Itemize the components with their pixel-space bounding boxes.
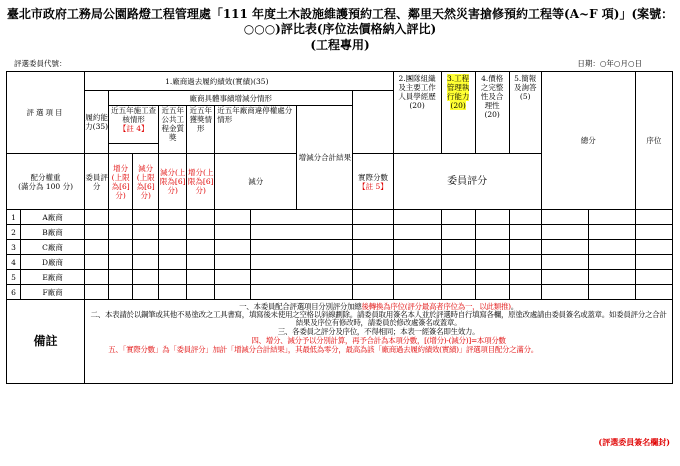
deduct-score-3: 減分 [215,154,297,210]
score-cell[interactable] [133,270,159,285]
score-cell[interactable] [109,210,133,225]
reviewer-signature-label: (評選委員簽名欄封) [598,437,670,447]
score-cell[interactable] [353,210,393,225]
score-cell[interactable] [187,270,215,285]
row-number: 6 [7,285,21,300]
score-cell[interactable] [588,225,635,240]
score-cell[interactable] [133,225,159,240]
score-cell[interactable] [187,240,215,255]
weight-header: 配分權重 (滿分為 100 分) [7,154,85,210]
score-cell[interactable] [159,210,187,225]
actual-score-header: 實際分數 【註 5】 [353,154,393,210]
score-cell[interactable] [85,210,109,225]
violation-col-header: 近五年廠商違停權處分情形 [215,106,297,154]
note-5: 五、「實際分數」為「委員評分」加計「增減分合計結果」，其最低為零分，最高為該「廠商過去履約績效(實績)」評選項目配分之滿分。 [108,345,538,354]
score-cell[interactable] [393,210,441,225]
score-cell[interactable] [441,225,475,240]
score-cell[interactable] [215,285,251,300]
score-cell[interactable] [159,255,187,270]
score-cell[interactable] [441,285,475,300]
score-cell[interactable] [393,270,441,285]
score-cell[interactable] [393,255,441,270]
score-cell[interactable] [353,240,393,255]
table-row [7,255,673,270]
score-cell[interactable] [475,255,509,270]
score-cell[interactable] [393,285,441,300]
score-cell[interactable] [187,285,215,300]
score-cell[interactable] [109,255,133,270]
score-cell[interactable] [393,240,441,255]
score-cell[interactable] [475,240,509,255]
score-cell[interactable] [251,285,353,300]
gold-award-col-header: 近五年公共工程金質獎 [159,106,187,154]
score-cell[interactable] [353,270,393,285]
add-score-2: 增分(上限為[6]分) [187,154,215,210]
score-cell[interactable] [85,225,109,240]
score-cell[interactable] [635,270,672,285]
score-cell[interactable] [588,210,635,225]
score-cell[interactable] [635,210,672,225]
past-performance-header: 1.廠商過去履約績效(實績)(35) [85,72,393,91]
score-cell[interactable] [588,270,635,285]
performance-capacity-header: 履約能力(35) [85,91,109,154]
score-cell[interactable] [509,270,541,285]
score-cell[interactable] [635,285,672,300]
score-cell[interactable] [133,210,159,225]
score-cell[interactable] [215,240,251,255]
table-row [7,225,673,240]
score-cell[interactable] [251,240,353,255]
add-score-1: 增分(上限為[6]分) [109,154,133,210]
note-2: 二、本表請於以鋼筆或其他不易塗改之工具書寫，填寫後未使用之空格以斜線劃除。請委員取用簽名本人並於評選時自行填寫各欄，原塗改處請由委員簽名或蓋章。如委員評分之合計結果及序位有修改時，請委員於修改處簽名或蓋章。 [90,310,667,327]
score-cell[interactable] [251,225,353,240]
score-cell[interactable] [109,240,133,255]
vendor-name: F廠商 [21,285,85,300]
score-cell[interactable] [509,255,541,270]
score-cell[interactable] [635,225,672,240]
reviewer-id-label: 評選委員代號： [14,59,67,68]
score-cell[interactable] [133,255,159,270]
committee-score-col: 委員評分 [85,154,109,210]
score-cell[interactable] [251,210,353,225]
total-score-header: 總分 [541,72,635,210]
table-row [7,240,673,255]
score-cell[interactable] [109,225,133,240]
score-cell[interactable] [541,255,588,270]
construction-management-header: 3.工程管理執行能力(20) [441,72,475,154]
score-cell[interactable] [159,225,187,240]
vendor-name: D廠商 [21,255,85,270]
score-cell[interactable] [541,210,588,225]
score-cell[interactable] [541,240,588,255]
score-cell[interactable] [509,240,541,255]
score-cell[interactable] [109,270,133,285]
awards-col-header: 近五年獲獎情形 [187,106,215,154]
row-number: 1 [7,210,21,225]
score-cell[interactable] [588,285,635,300]
adjustment-total-header: 增減分合計結果 [297,106,353,210]
spacer-cell [353,91,393,154]
inspection-col-header: 近五年施工查核情形 【註 4】 [109,106,159,144]
score-cell[interactable] [475,270,509,285]
title-line-1: 臺北市政府工務局公園路燈工程管理處「111 年度土木設施維護預約工程、鄰里天然災害搶修預約工程等(A~F 項)」(案號： [6,7,674,21]
blank-cell [109,144,159,154]
table-row [7,285,673,300]
score-cell[interactable] [159,270,187,285]
evaluation-table [6,71,673,384]
score-cell[interactable] [251,270,353,285]
table-row [7,270,673,285]
specific-record-header: 廠商具體事績增減分情形 [109,91,353,106]
vendor-name: A廠商 [21,210,85,225]
note-1: 一、本委員配合評選項目分別評分加總後轉換為序位(評分最高者序位為一，以此類推)。 [239,302,518,311]
score-cell[interactable] [541,225,588,240]
score-cell[interactable] [635,255,672,270]
score-cell[interactable] [133,240,159,255]
score-cell[interactable] [588,255,635,270]
title-line-2: ○○○)評比表(序位法價格納入評比) [243,22,437,36]
score-cell[interactable] [85,240,109,255]
score-cell[interactable] [109,285,133,300]
row-number: 2 [7,225,21,240]
briefing-qa-header: 5.簡報及詢答(5) [509,72,541,154]
deduct-score-2: 減分(上限為[6]分) [159,154,187,210]
score-cell[interactable] [509,225,541,240]
row-number: 5 [7,270,21,285]
score-cell[interactable] [187,210,215,225]
note-4: 四、增分、減分予以分別計算，再予合計為本項分數，[(增分)-(減分)]=本項分數 [251,336,506,345]
notes-content [85,300,673,384]
score-cell[interactable] [541,270,588,285]
score-cell[interactable] [85,270,109,285]
score-cell[interactable] [588,240,635,255]
score-cell[interactable] [159,285,187,300]
deduct-score-1: 減分(上限為[6]分) [133,154,159,210]
score-cell[interactable] [251,255,353,270]
vendor-name: B廠商 [21,225,85,240]
score-cell[interactable] [393,225,441,240]
score-cell[interactable] [475,210,509,225]
rank-header: 序位 [635,72,672,210]
title-line-3: (工程專用) [310,38,370,52]
score-cell[interactable] [541,285,588,300]
date-label: 日期：○年○月○日 [577,59,642,68]
score-cell[interactable] [353,225,393,240]
score-cell[interactable] [133,285,159,300]
score-cell[interactable] [187,225,215,240]
score-cell[interactable] [635,240,672,255]
score-cell[interactable] [441,240,475,255]
score-cell[interactable] [215,210,251,225]
table-row [7,210,673,225]
row-number: 4 [7,255,21,270]
score-cell[interactable] [475,225,509,240]
score-cell[interactable] [509,210,541,225]
score-cell[interactable] [353,255,393,270]
score-cell[interactable] [441,210,475,225]
score-cell[interactable] [441,270,475,285]
score-cell[interactable] [215,255,251,270]
notes-label: 備註 [7,300,85,384]
score-cell[interactable] [215,225,251,240]
score-cell[interactable] [215,270,251,285]
score-cell[interactable] [475,285,509,300]
note-3: 三、各委員之評分及序位，不得相同；本表一經簽名即生效力。 [277,327,480,336]
evaluation-item-header: 評選項目 [7,72,85,154]
score-cell[interactable] [353,285,393,300]
team-organization-header: 2.團隊組織及主要工作人員學經歷(20) [393,72,441,154]
vendor-name: E廠商 [21,270,85,285]
committee-score-header: 委員評分 [393,154,541,210]
price-integrity-header: 4.價格之完整性及合理性(20) [475,72,509,154]
score-cell[interactable] [509,285,541,300]
score-cell[interactable] [187,255,215,270]
score-cell[interactable] [85,285,109,300]
score-cell[interactable] [159,240,187,255]
row-number: 3 [7,240,21,255]
score-cell[interactable] [441,255,475,270]
vendor-name: C廠商 [21,240,85,255]
score-cell[interactable] [85,255,109,270]
